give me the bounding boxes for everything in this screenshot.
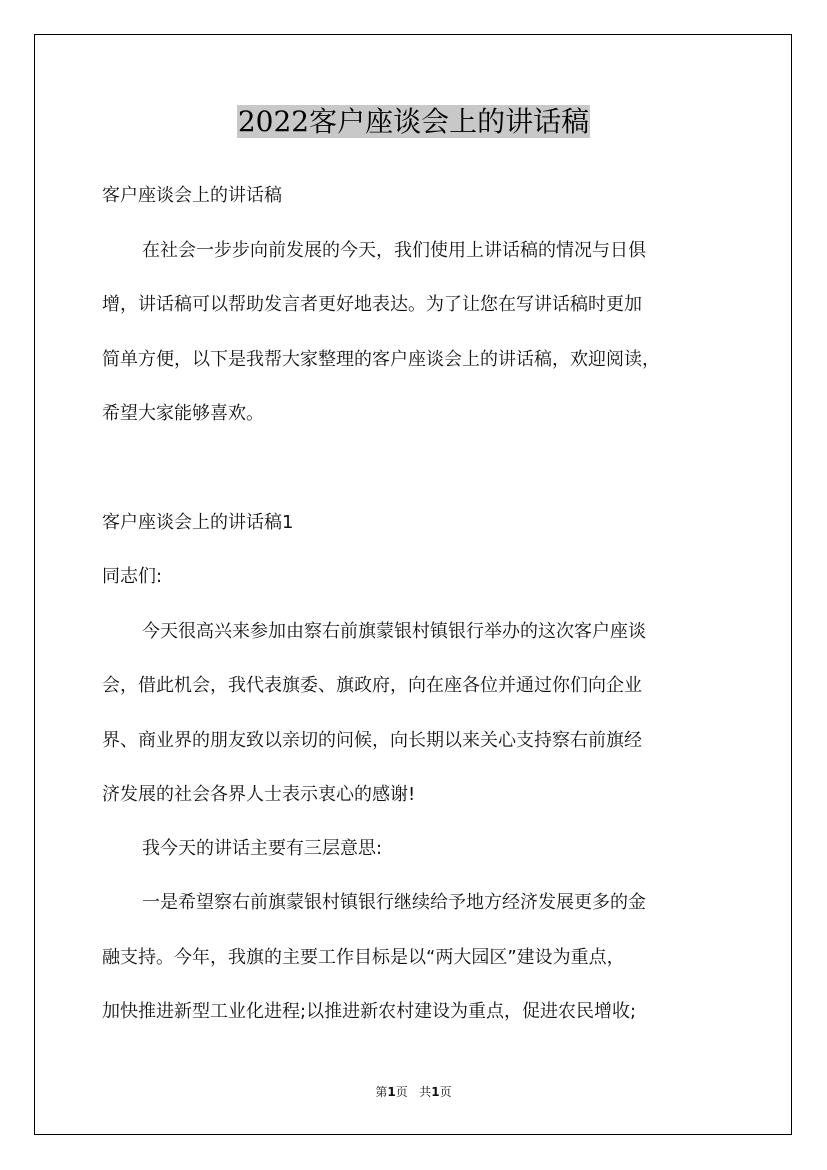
paragraph-line: 希望大家能够喜欢。 xyxy=(102,403,264,424)
subtitle-line: 客户座谈会上的讲话稿 xyxy=(102,185,282,206)
paragraph-line: 今天很高兴来参加由察右前旗蒙银村镇银行举办的这次客户座谈 xyxy=(142,621,646,642)
paragraph-line: 一是希望察右前旗蒙银村镇银行继续给予地方经济发展更多的金 xyxy=(142,892,646,913)
paragraph-line: 增，讲话稿可以帮助发言者更好地表达。为了让您在写讲话稿时更加 xyxy=(102,294,642,315)
paragraph-line: 济发展的社会各界人士表示衷心的感谢! xyxy=(102,784,416,805)
footer-page-number: 1 xyxy=(387,1085,396,1099)
paragraph-line: 融支持。今年，我旗的主要工作目标是以“两大园区”建设为重点， xyxy=(102,947,625,968)
footer-total-prefix: 共 xyxy=(419,1085,432,1099)
footer-total-label: 页 xyxy=(439,1085,452,1099)
paragraph-line: 简单方便，以下是我帮大家整理的客户座谈会上的讲话稿，欢迎阅读， xyxy=(102,349,660,370)
paragraph-line: 界、商业界的朋友致以亲切的问候，向长期以来关心支持察右前旗经 xyxy=(102,730,642,751)
footer-page-prefix: 第 xyxy=(375,1085,388,1099)
footer-total-number: 1 xyxy=(431,1085,440,1099)
page-footer xyxy=(0,1083,827,1100)
paragraph-line: 加快推进新型工业化进程;以推进新农村建设为重点，促进农民增收; xyxy=(102,1001,637,1022)
salutation-line: 同志们: xyxy=(102,566,163,587)
footer-page-label: 页 xyxy=(395,1085,408,1099)
paragraph-line: 在社会一步步向前发展的今天，我们使用上讲话稿的情况与日俱 xyxy=(142,240,646,261)
paragraph-line: 我今天的讲话主要有三层意思: xyxy=(142,838,383,859)
section-heading: 客户座谈会上的讲话稿1 xyxy=(102,512,294,533)
document-title: 2022客户座谈会上的讲话稿 xyxy=(237,105,590,138)
paragraph-line: 会，借此机会，我代表旗委、旗政府，向在座各位并通过你们向企业 xyxy=(102,675,642,696)
